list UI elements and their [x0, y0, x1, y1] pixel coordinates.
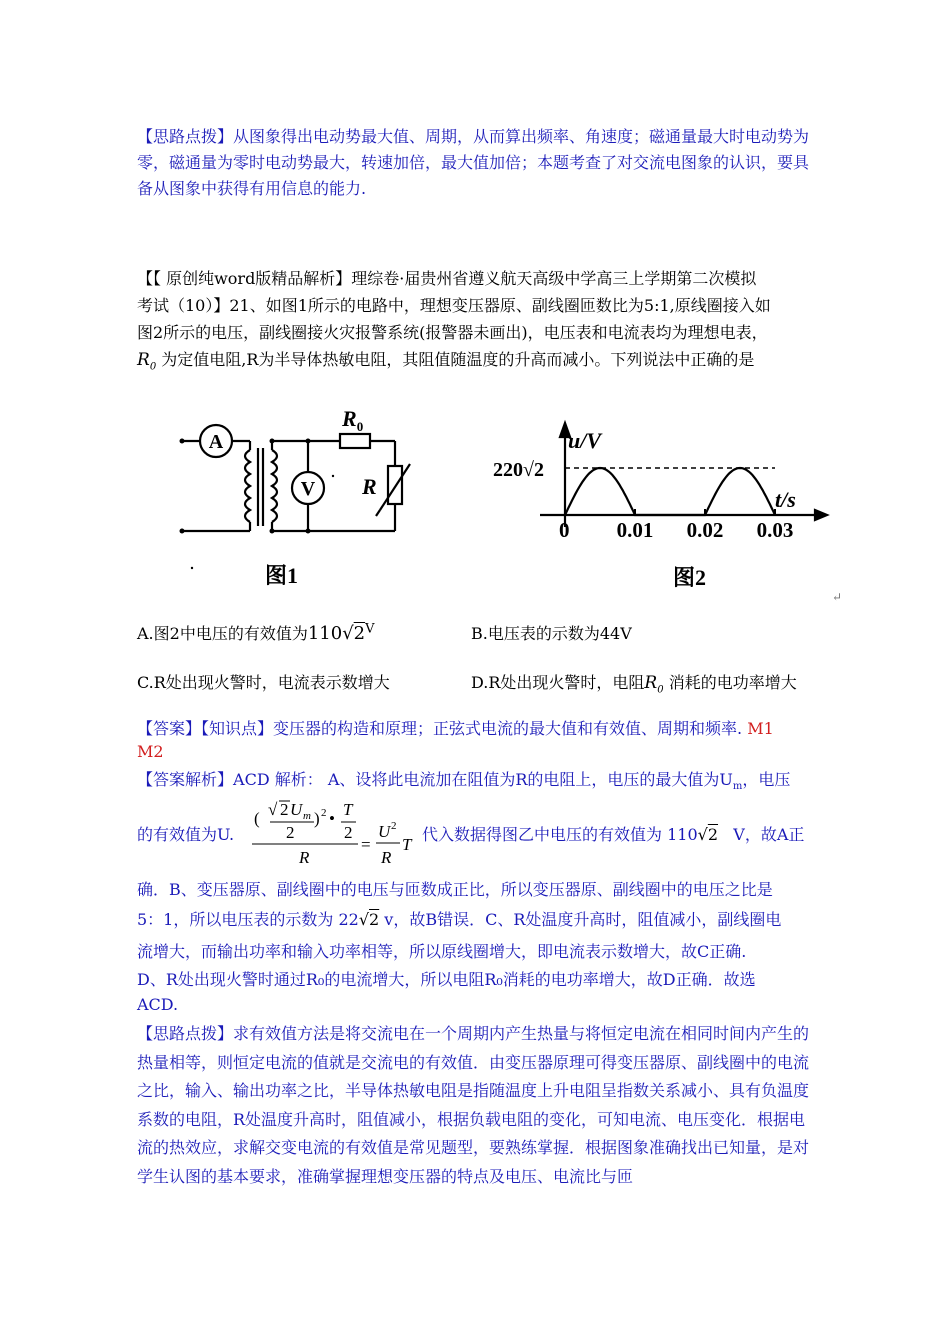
x-axis-arrow [815, 510, 827, 520]
y-axis-label: u/V [568, 428, 602, 453]
analysis-line-2-prefix: 的有效值为U. [137, 825, 235, 844]
svg-text:): ) [314, 809, 320, 828]
svg-text:•: • [329, 809, 335, 828]
svg-text:2: 2 [344, 823, 353, 842]
figure-1-caption: 图1 [265, 563, 299, 588]
svg-text:R: R [381, 848, 392, 867]
hint-paragraph-2 [137, 1020, 817, 1191]
analysis-line-6: D、R处出现火警时通过R₀的电流增大，所以电阻R₀消耗的电功率增大，故D正确．故选 [137, 970, 756, 989]
answer-text: 变压器的构造和原理；正弦式电流的最大值和有效值、周期和频率. [273, 719, 743, 738]
voltmeter-label: V [300, 478, 316, 500]
question-line-2: 考试（10）】21、如图1所示的电路中，理想变压器原、副线圈匝数比为5:1,原线圈接入如 [137, 296, 771, 315]
option-b: B.电压表的示数为44V [471, 624, 632, 643]
x-tick-label: 0.01 [616, 518, 654, 542]
x-tick-label: 0 [559, 518, 570, 542]
x-tick-label: 0.02 [686, 518, 724, 542]
question-line-3: 图2所示的电压，副线圈接火灾报警系统(报警器未画出)，电压表和电流表均为理想电表， [137, 323, 768, 342]
option-d: D.R处出现火警时，电阻$R_0$ 消耗的电功率增大 [471, 673, 797, 696]
svg-text:2: 2 [286, 823, 295, 842]
svg-text:m: m [303, 810, 311, 822]
hint-tag-2: 【思路点拨】 [137, 1024, 234, 1043]
svg-text:R: R [299, 848, 310, 867]
figure-2-chart [490, 415, 850, 604]
hint-text: 从图象得出电动势最大值、周期，从而算出频率、角速度；磁通量最大时电动势为零，磁通量为零时电动势最大，转速加倍，最大值加倍；本题考查了对交流电图象的认识，要具备从图象中获得有用信息的能力. [137, 127, 810, 198]
figure-2-caption: 图2 [673, 565, 707, 590]
r0-label: $R_0$ [342, 406, 364, 434]
r0-symbol: $R_0$ [137, 350, 157, 373]
svg-text:U: U [290, 800, 303, 819]
analysis-line-2-rest: 代入数据得图乙中电压的有效值为 110√2 V，故A正 [422, 825, 805, 844]
ammeter-label: A [208, 431, 224, 453]
analysis-line-7: ACD. [137, 995, 179, 1014]
peak-label: 220√2 [493, 459, 544, 481]
option-c: C.R处出现火警时，电流表示数增大 [137, 673, 390, 692]
x-tick-label: 0.03 [756, 518, 794, 542]
svg-text:U: U [378, 822, 391, 841]
analysis-line-3: 确．B、变压器原、副线圈中的电压与匝数成正比，所以变压器原、副线圈中的电压之比是 [137, 880, 773, 899]
question-line-4: $R_0$ 为定值电阻,R为半导体热敏电阻，其阻值随温度的升高而减小。下列说法中正确的是 [137, 350, 755, 373]
svg-text:T: T [343, 800, 353, 819]
primary-coil [245, 450, 250, 522]
knowledge-code-2: M2 [137, 742, 164, 761]
analysis-line-5: 流增大，而输出功率和输入功率相等，所以原线圈增大，即电流表示数增大，故C正确. [137, 942, 747, 961]
r-label: R [362, 474, 377, 499]
effective-value-formula [250, 790, 420, 868]
question-line-1: 【【 原创纯word版精品解析】理综卷·届贵州省遵义航天高级中学高三上学期第二次模拟 [137, 269, 757, 288]
hint-tag: 【思路点拨】 [137, 127, 234, 146]
svg-text:=: = [361, 835, 371, 854]
svg-text:2: 2 [321, 807, 327, 819]
return-mark: ↵ [832, 590, 843, 604]
answer-line [137, 716, 774, 739]
svg-text:√: √ [268, 800, 278, 819]
svg-text:2: 2 [280, 800, 289, 819]
answer-tag: 【答案】【知识点】 [137, 719, 274, 738]
hint-text-2: 求有效值方法是将交流电在一个周期内产生热量与将恒定电流在相同时间内产生的热量相等，则恒定电流的值就是交流电的有效值．由变压器原理可得变压器原、副线圈中的电流之比，输入、输出功率之比，半导体热敏电阻是指随温度上升电阻呈指数关系减小、具有负温度系数的电阻，R处温度升高时，阻值减小，根据负载电阻的变化，可知电流、电压变化．根据电流的热效应，求解交变电流的有效值是常见题型，要熟练掌握．根据图象准确找出已知量，是对学生认图的基本要求，准确掌握理想变压器的特点及电压、电流比与匝 [137, 1024, 810, 1186]
option-a: A.图2中电压的有效值为$110√2^V$ [137, 621, 375, 644]
analysis-line-1: 【答案解析】ACD 解析： A、设将此电流加在阻值为R的电阻上，电压的最大值为$U_m$，电压 [137, 770, 791, 793]
secondary-coil [272, 450, 277, 522]
hint-paragraph-1 [137, 124, 817, 202]
svg-text:(: ( [254, 809, 260, 828]
analysis-line-4: 5：1，所以电压表的示数为 22√2 v，故B错误．C、R处温度升高时，阻值减小，副线圈电 [137, 910, 782, 929]
svg-text:T: T [402, 835, 412, 854]
knowledge-code: M1 [747, 719, 774, 738]
figure-1-circuit [170, 400, 430, 595]
svg-text:2: 2 [391, 820, 397, 832]
resistor-r0 [340, 434, 370, 448]
x-axis-label: t/s [775, 487, 796, 512]
voltage-wave [565, 468, 775, 515]
